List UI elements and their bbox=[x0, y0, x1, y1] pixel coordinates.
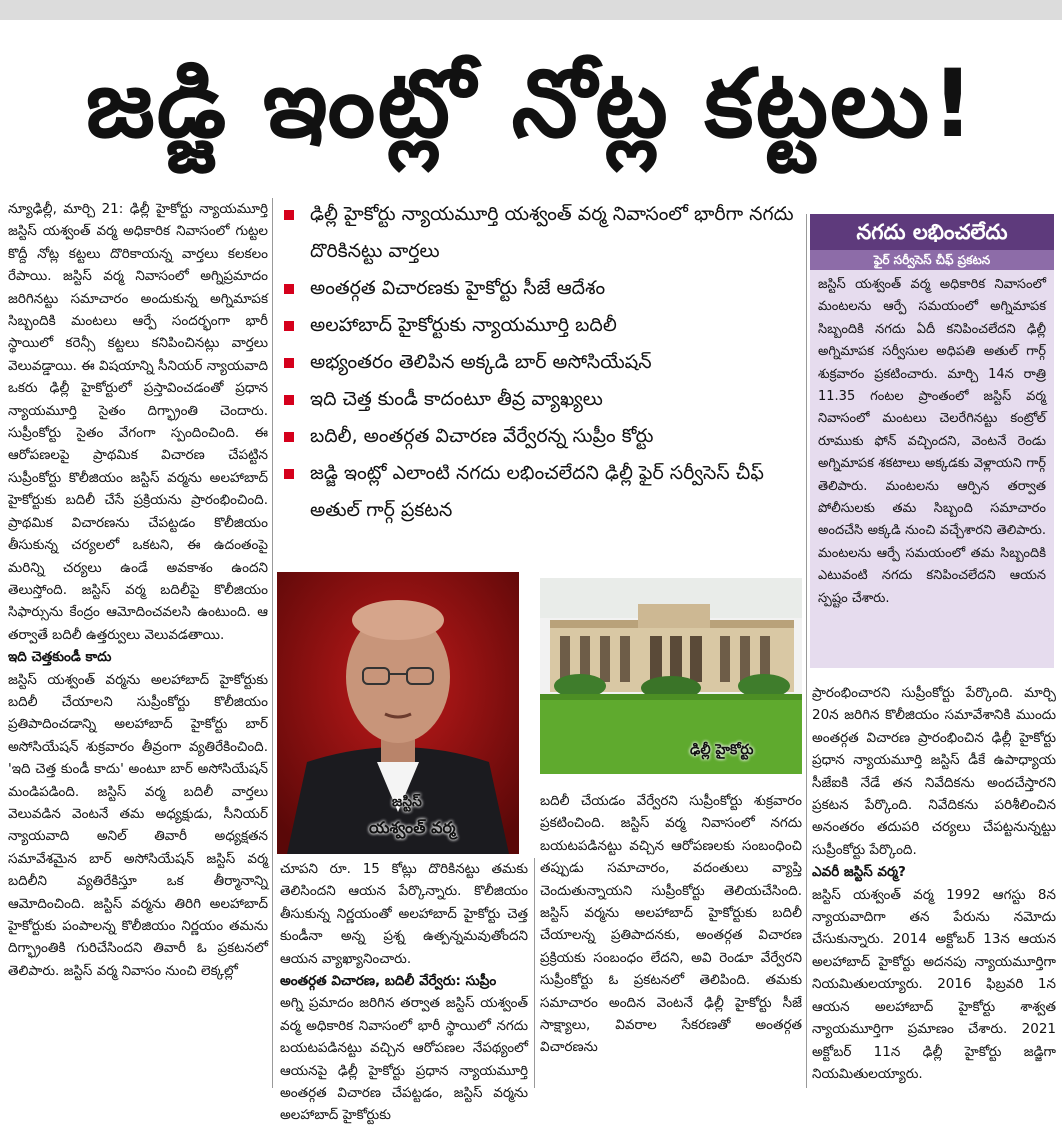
sidebar-box bbox=[810, 214, 1054, 668]
sidebar-subtitle: ఫైర్ సర్వీసెస్ చీఫ్ ప్రకటన bbox=[810, 250, 1054, 270]
delhi-high-court-photo bbox=[540, 578, 802, 774]
highlight-item: అంతర్గత విచారణకు హైకోర్టు సీజే ఆదేశం bbox=[280, 270, 800, 307]
article-paragraph: అగ్ని ప్రమాదం జరిగిన తర్వాత జస్టిస్ యశ్వంత్ వర్మ అధికారిక నివాసంలో భారీ స్థాయిలో నగదు బయటపడినట్టు వచ్చిన ఆరోపణల నేపథ్యంలో ఆయనపై ఢిల్లీ హైకోర్టు ప్రధాన న్యాయమూర్తి అంతర్గత విచారణ చేపట్టడం, జస్టిస్ వర్మను అలహాబాద్ హైకోర్టుకు bbox=[280, 995, 528, 1124]
court-building-illustration bbox=[540, 578, 802, 774]
article-paragraph: ప్రారంభించారని సుప్రీంకోర్టు పేర్కొంది. మార్చి 20న జరిగిన కొలీజియం సమావేశానికి ముందు అంతర్గత విచారణ ప్రారంభించిన ఢిల్లీ హైకోర్టు ప్రధాన న్యాయమూర్తి జస్టిస్ డీకే ఉపాధ్యాయ సీజేఐకి నేడే తన నివేదికను అందచేస్తారని ప్రకటన పేర్కొంది. నివేదికను పరిశీలించిన అనంతరం తదుపరి చర్యలు చేపట్టనున్నట్టు సుప్రీంకోర్టు పేర్కొంది. bbox=[812, 685, 1056, 858]
column-divider bbox=[272, 198, 273, 1088]
headline: జడ్జి ఇంట్లో నోట్ల కట్టలు! bbox=[85, 50, 977, 159]
subheading: అంతర్గత విచారణ, బదిలీ వేర్వేరు: సుప్రీం bbox=[280, 973, 497, 990]
highlight-item: ఢిల్లీ హైకోర్టు న్యాయమూర్తి యశ్వంత్ వర్మ నివాసంలో భారీగా నగదు దొరికినట్టు వార్తలు bbox=[280, 196, 800, 270]
photo-caption: ఢిల్లీ హైకోర్టు bbox=[690, 742, 754, 758]
article-paragraph: జస్టిస్ యశ్వంత్ వర్మను అలహాబాద్ హైకోర్టుకు బదిలీ చేయాలని సుప్రీంకోర్టు కొలీజియం ప్రతిపాదించడాన్ని అలహాబాద్ హైకోర్టు బార్ అసోసియేషన్ శుక్రవారం తీవ్రంగా వ్యతిరేకించింది. 'ఇది చెత్త కుండీ కాదు' అంటూ బార్ అసోసియేషన్ మండిపడింది. జస్టిస్ వర్మ బదిలీ వార్తలు వెలువడిన వెంటనే తమ అధ్యక్షుడు, సీనియర్ న్యాయవాది అనిల్ తివారీ అధ్యక్షతన సమావేశమైన బార్ అసోసియేషన్ జస్టిస్ వర్మ బదిలీని వ్యతిరేకిస్తూ ఒక తీర్మానాన్ని ఆమోదించింది. జస్టిస్ వర్మను తిరిగి అలహాబాద్ హైకోర్టుకు పంపాలన్న కొలీజియం నిర్ణయం తమను దిగ్భ్రాంతికి గురిచేసిందని తివారీ ఓ ప్రకటనలో తెలిపారు. జస్టిస్ వర్మ నివాసం నుంచి లెక్కల్లో bbox=[8, 671, 268, 979]
sidebar-body: జస్టిస్ యశ్వంత్ వర్మ అధికారిక నివాసంలో మంటలను ఆర్పే సమయంలో అగ్నిమాపక సిబ్బందికి నగదు ఏదీ కనిపించలేదని ఢిల్లీ అగ్నిమాపక సర్వీసుల అధిపతి అతుల్ గార్గ్ శుక్రవారం ప్రకటించారు. మార్చి 14న రాత్రి 11.35 గంటల ప్రాంతంలో జస్టిస్ వర్మ నివాసంలో మంటలు చెలరేగినట్టు కంట్రోల్ రూముకు ఫోన్ వచ్చిందని, వెంటనే రెండు అగ్నిమాపక శకటాలు అక్కడకు వెళ్లాయని గార్గ్ తెలిపారు. మంటలను ఆర్పిన తర్వాత పోలీసులకు తమ సిబ్బంది సమాచారం అందచేసి అక్కడి నుంచి వచ్చేశారని తెలిపారు. మంటలను ఆర్పే సమయంలో తమ సిబ్బందికి ఎటువంటి నగదు కనిపించలేదని ఆయన స్పష్టం చేశారు. bbox=[818, 277, 1046, 606]
highlight-item: అలహాబాద్ హైకోర్టుకు న్యాయమూర్తి బదిలీ bbox=[280, 307, 800, 344]
article-column-1 bbox=[8, 198, 268, 1088]
highlight-item: అభ్యంతరం తెలిపిన అక్కడి బార్ అసోసియేషన్ bbox=[280, 344, 800, 381]
article-paragraph: చూపని రూ. 15 కోట్లు దొరికినట్టు తమకు తెలిసిందని ఆయన పేర్కొన్నారు. కొలీజియం తీసుకున్న నిర్ణయంతో అలహాబాద్ హైకోర్టు చెత్త కుండీనా అన్న ప్రశ్న ఉత్పన్నమవుతోందని ఆయన వ్యాఖ్యానించారు. bbox=[280, 861, 528, 967]
subheading: ఎవరీ జస్టిస్ వర్మ? bbox=[812, 864, 906, 881]
justice-portrait-photo bbox=[277, 572, 519, 854]
article-paragraph: న్యూఢిల్లీ, మార్చి 21: ఢిల్లీ హైకోర్టు న్యాయమూర్తి జస్టిస్ యశ్వంత్ వర్మ అధికారిక నివాసంలో గుట్టల కొద్దీ నోట్ల కట్టలు దొరికాయన్న వార్తలు కలకలం రేపాయి. జస్టిస్ వర్మ నివాసంలో అగ్నిప్రమాదం జరిగినట్టు సమాచారం అందుకున్న అగ్నిమాపక సిబ్బందికి మంటలు ఆర్పే సందర్భంగా భారీ స్థాయిలో కరెన్సీ కట్టలు కనిపించినట్లు వార్తలు వెలువడ్డాయి. ఈ విషయాన్ని సీనియర్ న్యాయవాది ఒకరు ఢిల్లీ హైకోర్టులో ప్రస్తావించడంతో ప్రధాన న్యాయమూర్తి సైతం దిగ్భ్రాంతి చెందారు. సుప్రీంకోర్టు సైతం వేగంగా స్పందించింది. ఈ ఆరోపణలపై ప్రాథమిక విచారణ చేపట్టిన సుప్రీంకోర్టు కొలీజియం జస్టిస్ వర్మను అలహాబాద్ హైకోర్టుకు బదిలీ చేసే ప్రక్రియను ప్రారంభించింది. ప్రాథమిక విచారణను చేపట్టడం కొలీజియం తీసుకున్న చర్యలలో ఒకటని, ఈ ఉదంతంపై మరిన్ని చర్యలు ఉండే అవకాశం ఉందని తెలుస్తోంది. జస్టిస్ వర్మ బదిలీపై కొలీజియం సిఫార్సును కేంద్రం ఆమోదించవలసి ఉంటుంది. ఆ తర్వాతే బదిలీ ఉత్తర్వులు వెలువడతాయి. bbox=[8, 201, 268, 643]
photo-caption: యశ్వంత్ వర్మ bbox=[369, 818, 456, 837]
highlight-item: జడ్జి ఇంట్లో ఎలాంటి నగదు లభించలేదని ఢిల్లీ ఫైర్ సర్వీసెస్ చీఫ్ అతుల్ గార్గ్ ప్రకటన bbox=[280, 455, 800, 529]
sidebar-title: నగదు లభించలేదు bbox=[810, 214, 1054, 250]
article-paragraph: జస్టిస్ యశ్వంత్ వర్మ 1992 ఆగస్టు 8న న్యాయవాదిగా తన పేరును నమోదు చేసుకున్నారు. 2014 అక్టోబర్ 13న ఆయన అలహాబాద్ హైకోర్టు అదనపు న్యాయమూర్తిగా నియమితులయ్యారు. 2016 ఫిబ్రవరి 1న ఆయన అలహాబాద్ హైకోర్టు శాశ్వత న్యాయమూర్తిగా ప్రమాణం చేశారు. 2021 అక్టోబర్ 11న ఢిల్లీ హైకోర్టు జడ్జిగా నియమితులయ్యారు. bbox=[812, 886, 1056, 1082]
highlight-item: బదిలీ, అంతర్గత విచారణ వేర్వేరన్న సుప్రీం కోర్టు bbox=[280, 418, 800, 455]
article-paragraph: బదిలీ చేయడం వేర్వేరని సుప్రీంకోర్టు శుక్రవారం ప్రకటించింది. జస్టిస్ వర్మ నివాసంలో నగదు బయటపడినట్టు వచ్చిన ఆరోపణలకు సంబంధించి తప్పుడు సమాచారం, వదంతులు వ్యాప్తి చెందుతున్నాయని సుప్రీంకోర్టు తెలియచేసింది. జస్టిస్ వర్మను అలహాబాద్ హైకోర్టుకు బదిలీ చేయాలన్న ప్రతిపాదనకు, అంతర్గత విచారణ ప్రక్రియకు సంబంధం లేదని, అవి రెండూ వేర్వేరని సుప్రీంకోర్టు ఓ ప్రకటనలో తెలిపింది. తమకు సమాచారం అందిన వెంటనే ఢిల్లీ హైకోర్టు సీజే సాక్ష్యాలు, వివరాల సేకరణతో అంతర్గత విచారణను bbox=[540, 793, 802, 1056]
photo-caption: జస్టిస్ bbox=[392, 794, 422, 810]
article-column-2 bbox=[280, 858, 528, 1124]
top-grey-bar bbox=[0, 0, 1062, 20]
highlight-item: ఇది చెత్త కుండీ కాదంటూ తీవ్ర వ్యాఖ్యలు bbox=[280, 381, 800, 418]
article-column-3 bbox=[540, 790, 802, 1090]
article-column-4 bbox=[812, 682, 1056, 1090]
column-divider bbox=[534, 858, 535, 1088]
subheading: ఇది చెత్తకుండీ కాదు bbox=[8, 649, 112, 666]
highlights-list bbox=[280, 196, 800, 529]
column-divider bbox=[806, 214, 807, 1088]
